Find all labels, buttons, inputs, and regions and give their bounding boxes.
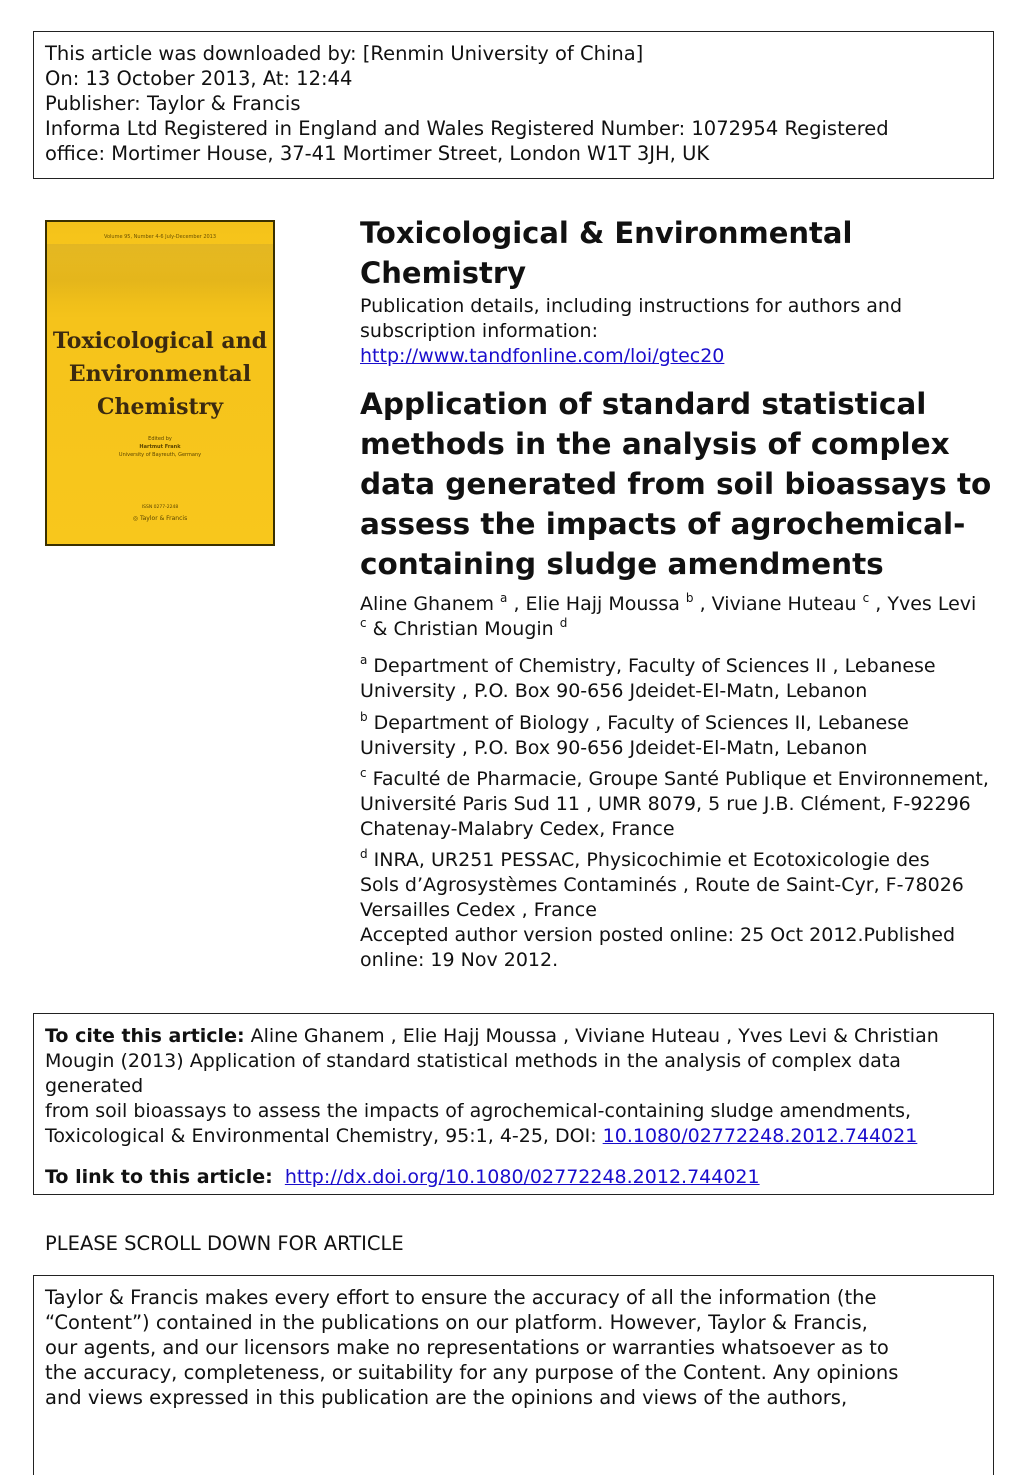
affiliation-marker: d	[360, 847, 368, 861]
affiliation-line: Department of Biology , Faculty of Sciences II, Lebanese	[373, 712, 909, 734]
scroll-down-note: PLEASE SCROLL DOWN FOR ARTICLE	[45, 1232, 404, 1255]
author-affiliation-marker: c	[862, 591, 870, 605]
article-title	[360, 384, 1000, 584]
download-notice-line: office: Mortimer House, 37-41 Mortimer Street, London W1T 3JH, UK	[45, 142, 710, 165]
author-affiliation-marker: c	[360, 616, 367, 630]
download-notice-line: On: 13 October 2013, At: 12:44	[45, 67, 353, 90]
article-title-line: containing sludge amendments	[360, 547, 884, 581]
article-title-line: Application of standard statistical	[360, 387, 927, 421]
cover-editor-affiliation: University of Bayreuth, Germany	[118, 452, 202, 458]
author-affiliation-marker: a	[500, 591, 508, 605]
affiliation-marker: c	[360, 766, 367, 780]
cover-volume-line: Volume 95, Number 4-6 July-December 2013	[103, 234, 217, 240]
affiliation-line: Chatenay-Malabry Cedex, France	[360, 818, 675, 840]
affiliation-line: University , P.O. Box 90-656 Jdeidet-El-Matn, Lebanon	[360, 680, 868, 702]
disclaimer-line: the accuracy, completeness, or suitability for any purpose of the Content. Any opinions	[45, 1361, 899, 1384]
affiliation-marker: b	[360, 710, 368, 724]
affiliation-a	[360, 654, 1000, 704]
affiliation-line: University , P.O. Box 90-656 Jdeidet-El-Matn, Lebanon	[360, 737, 868, 759]
article-title-line: methods in the analysis of complex	[360, 427, 950, 461]
article-title-line: assess the impacts of agrochemical-	[360, 507, 966, 541]
journal-title-line: Chemistry	[360, 256, 527, 290]
disclaimer-line: Taylor & Francis makes every effort to ensure the accuracy of all the information (the	[45, 1286, 877, 1309]
article-link-url[interactable]: http://dx.doi.org/10.1080/02772248.2012.744021	[284, 1166, 760, 1188]
cover-publisher-logo: ◎ Taylor & Francis	[132, 515, 188, 522]
download-notice-box	[33, 31, 994, 179]
publication-details-line: subscription information:	[360, 320, 598, 342]
affiliation-line: Faculté de Pharmacie, Groupe Santé Publique et Environnement,	[372, 768, 989, 790]
affiliation-line: Université Paris Sud 11 , UMR 8079, 5 rue J.B. Clément, F-92296	[360, 793, 971, 815]
doi-link[interactable]: 10.1080/02772248.2012.744021	[602, 1125, 918, 1147]
author-name: & Christian Mougin	[372, 618, 554, 640]
disclaimer-line: our agents, and our licensors make no representations or warranties whatsoever as to	[45, 1336, 889, 1359]
publication-details	[360, 294, 1000, 369]
cover-cloud-band	[47, 244, 273, 302]
author-list	[360, 592, 1000, 642]
affiliation-d	[360, 848, 1000, 973]
citation-line: Aline Ghanem , Elie Hajj Moussa , Viviane Huteau , Yves Levi & Christian	[244, 1025, 939, 1047]
cover-title-line: Toxicological and	[52, 328, 268, 354]
journal-cover-image	[45, 220, 275, 546]
affiliation-line: Department of Chemistry, Faculty of Sciences II , Lebanese	[373, 655, 936, 677]
author-name: , Elie Hajj Moussa	[513, 593, 680, 615]
publication-dates-line: Accepted author version posted online: 25 Oct 2012.Published	[360, 924, 956, 946]
affiliation-line: Sols d’Agrosystèmes Contaminés , Route de Saint-Cyr, F-78026	[360, 874, 964, 896]
citation-line: from soil bioassays to assess the impacts of agrochemical-containing sludge amendments,	[45, 1100, 912, 1122]
affiliation-marker: a	[360, 653, 368, 667]
affiliation-line: INRA, UR251 PESSAC, Physicochimie et Ecotoxicologie des	[373, 849, 930, 871]
author-affiliation-marker: d	[559, 616, 568, 630]
citation-box	[33, 1013, 994, 1195]
cover-publisher: Taylor & Francis	[139, 515, 188, 522]
affiliation-c	[360, 767, 1000, 842]
publication-details-line: Publication details, including instructions for authors and	[360, 295, 903, 317]
author-name: , Yves Levi	[875, 593, 977, 615]
download-notice-line: Informa Ltd Registered in England and Wales Registered Number: 1072954 Registered	[45, 117, 889, 140]
cover-issn: ISSN 0277-2248	[141, 505, 179, 510]
affiliation-b	[360, 711, 1000, 761]
cover-editor	[47, 435, 273, 459]
citation-text	[45, 1024, 982, 1149]
article-title-line: data generated from soil bioassays to	[360, 467, 992, 501]
cover-edited-by: Edited by	[148, 436, 172, 442]
author-affiliation-marker: b	[685, 591, 694, 605]
affiliation-line: Versailles Cedex , France	[360, 899, 597, 921]
journal-title	[360, 213, 1000, 293]
cover-editor-name: Hartmut Frank	[139, 444, 181, 450]
citation-label: To cite this article:	[45, 1025, 245, 1047]
download-notice-line: Publisher: Taylor & Francis	[45, 92, 301, 115]
journal-title-line: Toxicological & Environmental	[360, 216, 853, 250]
citation-line: Toxicological & Environmental Chemistry, 95:1, 4-25, DOI:	[45, 1125, 603, 1147]
cover-title	[47, 325, 273, 424]
author-name: Aline Ghanem	[360, 593, 494, 615]
disclaimer-box	[33, 1275, 994, 1475]
download-notice-line: This article was downloaded by: [Renmin University of China]	[45, 42, 644, 65]
cover-title-line: Chemistry	[96, 394, 224, 420]
disclaimer-line: and views expressed in this publication are the opinions and views of the authors,	[45, 1386, 848, 1409]
disclaimer-line: “Content”) contained in the publications on our platform. However, Taylor & Francis,	[45, 1311, 868, 1334]
journal-url-link[interactable]: http://www.tandfonline.com/loi/gtec20	[360, 345, 725, 367]
article-link-label: To link to this article:	[45, 1166, 273, 1188]
citation-line: Mougin (2013) Application of standard statistical methods in the analysis of complex data generated	[45, 1050, 901, 1097]
author-name: , Viviane Huteau	[699, 593, 857, 615]
article-link-row	[45, 1165, 982, 1190]
cover-title-line: Environmental	[68, 361, 252, 387]
publication-dates-line: online: 19 Nov 2012.	[360, 949, 559, 971]
